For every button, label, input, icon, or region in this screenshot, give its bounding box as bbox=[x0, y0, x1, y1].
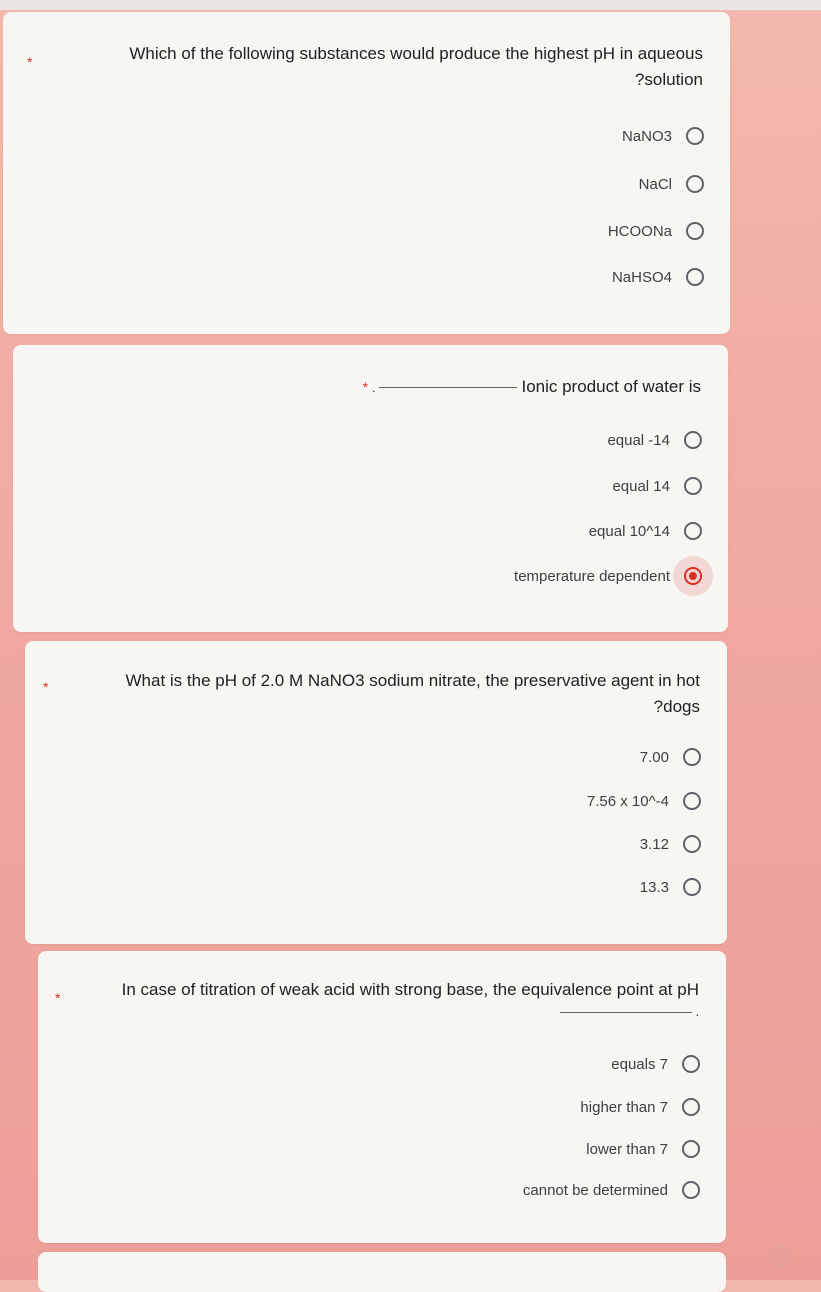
question-card-3 bbox=[25, 641, 727, 944]
option-cannot-be-determined[interactable] bbox=[523, 1181, 700, 1199]
option-label: higher than 7 bbox=[580, 1098, 668, 1116]
option-7-56e-4[interactable] bbox=[587, 792, 701, 810]
option-13-3[interactable] bbox=[640, 878, 701, 896]
question-card-4 bbox=[38, 951, 726, 1243]
option-label: equals 7 bbox=[611, 1055, 668, 1073]
radio-button[interactable] bbox=[684, 431, 702, 449]
radio-button[interactable] bbox=[686, 268, 704, 286]
radio-button[interactable] bbox=[682, 1181, 700, 1199]
radio-button-selected[interactable] bbox=[684, 567, 702, 585]
question-text bbox=[301, 374, 701, 401]
option-7-00[interactable] bbox=[640, 748, 701, 766]
required-asterisk: * bbox=[362, 379, 369, 395]
radio-button[interactable] bbox=[682, 1098, 700, 1116]
radio-button[interactable] bbox=[683, 792, 701, 810]
question-text-line2: ?solution bbox=[634, 70, 703, 89]
option-label: 13.3 bbox=[639, 878, 669, 896]
option-label: HCOONa bbox=[607, 222, 672, 240]
option-temperature-dependent[interactable] bbox=[514, 556, 702, 596]
radio-button[interactable] bbox=[686, 175, 704, 193]
question-card-2 bbox=[13, 345, 728, 632]
question-text bbox=[79, 977, 699, 1021]
option-nahso4[interactable] bbox=[612, 268, 704, 286]
question-text-line2 bbox=[79, 1003, 699, 1021]
radio-button[interactable] bbox=[683, 835, 701, 853]
option-label: NaCl bbox=[638, 175, 672, 193]
question-text-line1: What is the pH of 2.0 M NaNO3 sodium nitrate, the preservative agent in hot bbox=[125, 671, 700, 690]
option-higher-than-7[interactable] bbox=[580, 1098, 700, 1116]
option-label: equal -14 bbox=[607, 431, 670, 449]
blank-prefix: . bbox=[372, 381, 376, 395]
option-label: cannot be determined bbox=[522, 1181, 668, 1199]
required-asterisk: * bbox=[55, 990, 61, 1006]
option-equal-minus-14[interactable] bbox=[607, 431, 702, 449]
radio-button[interactable] bbox=[684, 477, 702, 495]
radio-button[interactable] bbox=[686, 222, 704, 240]
option-equals-7[interactable] bbox=[611, 1055, 700, 1073]
option-lower-than-7[interactable] bbox=[586, 1140, 700, 1158]
option-equal-14[interactable] bbox=[612, 477, 702, 495]
radio-button[interactable] bbox=[682, 1055, 700, 1073]
question-text-line1: In case of titration of weak acid with strong base, the equivalence point at pH bbox=[121, 980, 699, 999]
option-label: NaNO3 bbox=[621, 127, 672, 145]
next-question-card bbox=[38, 1252, 726, 1292]
help-icon[interactable]: ? bbox=[770, 1246, 790, 1266]
option-nacl[interactable] bbox=[639, 175, 704, 193]
option-hcoona[interactable] bbox=[608, 222, 704, 240]
answer-blank bbox=[379, 387, 517, 388]
blank-suffix: . bbox=[695, 1005, 699, 1019]
option-label: equal 10^14 bbox=[588, 522, 670, 540]
question-text-line2: ?dogs bbox=[653, 697, 700, 716]
selected-halo bbox=[673, 556, 713, 596]
option-label: 7.00 bbox=[639, 748, 669, 766]
radio-button[interactable] bbox=[683, 878, 701, 896]
required-asterisk: * bbox=[27, 54, 33, 70]
radio-button[interactable] bbox=[686, 127, 704, 145]
radio-button[interactable] bbox=[682, 1140, 700, 1158]
required-asterisk: * bbox=[43, 679, 49, 695]
option-label: equal 14 bbox=[612, 477, 670, 495]
radio-button[interactable] bbox=[684, 522, 702, 540]
radio-button[interactable] bbox=[683, 748, 701, 766]
answer-blank bbox=[560, 1012, 692, 1013]
option-3-12[interactable] bbox=[640, 835, 701, 853]
question-text-line1: Which of the following substances would produce the highest pH in aqueous bbox=[129, 44, 703, 63]
option-equal-10-14[interactable] bbox=[589, 522, 702, 540]
question-text bbox=[60, 668, 700, 720]
top-strip bbox=[0, 0, 821, 10]
option-label: temperature dependent bbox=[514, 567, 670, 585]
question-card-1 bbox=[3, 12, 730, 334]
question-text bbox=[43, 41, 703, 93]
option-label: NaHSO4 bbox=[611, 268, 672, 286]
option-nano3[interactable] bbox=[622, 127, 704, 145]
option-label: 7.56 x 10^-4 bbox=[586, 792, 669, 810]
option-label: lower than 7 bbox=[586, 1140, 668, 1158]
question-text-line1: Ionic product of water is bbox=[521, 377, 701, 396]
option-label: 3.12 bbox=[639, 835, 669, 853]
